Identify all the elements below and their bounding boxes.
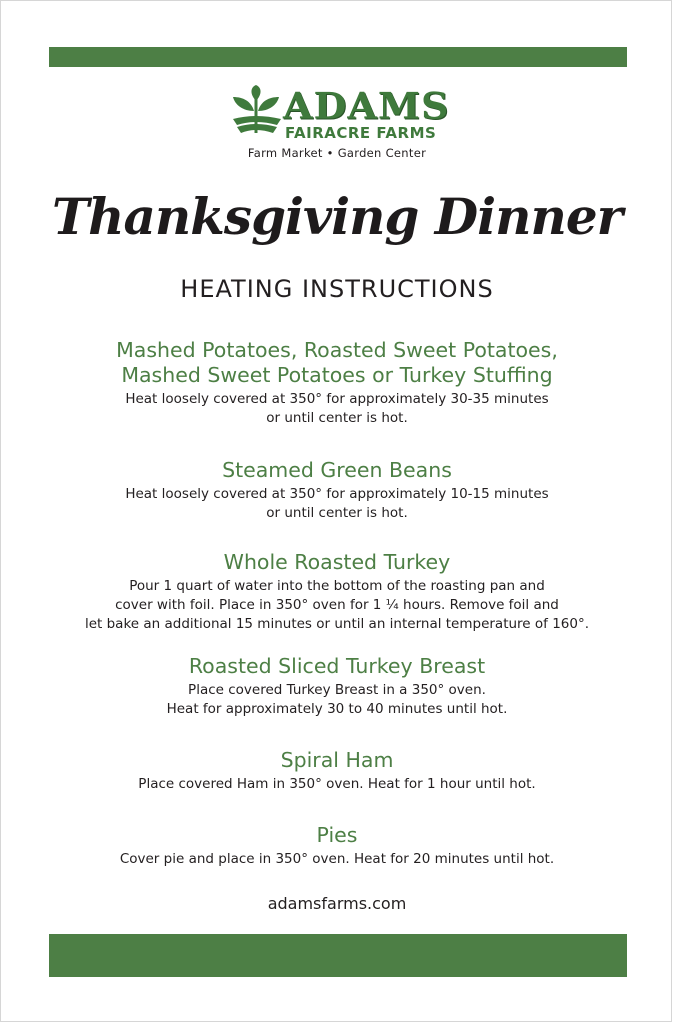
section-spiral-ham (1, 748, 673, 794)
section-title: Steamed Green Beans (222, 458, 452, 482)
logo-wordmark: ADAMS (283, 84, 450, 127)
section-text: Place covered Ham in 350° oven. Heat for 1 hour until hot. (138, 776, 536, 792)
website-link[interactable]: adamsfarms.com (267, 894, 407, 913)
section-text: Heat loosely covered at 350° for approximately 30-35 minutes or until center is hot. (125, 391, 549, 426)
section-title: Mashed Potatoes, Roasted Sweet Potatoes, Mashed Sweet Potatoes or Turkey Stuffing (116, 338, 558, 387)
section-turkey-breast (1, 654, 673, 719)
page-title: Thanksgiving Dinner (51, 187, 623, 246)
page-subtitle: HEATING INSTRUCTIONS (180, 275, 494, 303)
section-whole-turkey (1, 550, 673, 634)
section-text: Heat loosely covered at 350° for approximately 10-15 minutes or until center is hot. (125, 486, 549, 521)
section-green-beans (1, 458, 673, 523)
section-title: Roasted Sliced Turkey Breast (188, 654, 486, 678)
top-green-bar (49, 47, 627, 67)
section-pies (1, 823, 673, 869)
section-title: Spiral Ham (280, 748, 394, 772)
section-mashed-potatoes (1, 338, 673, 428)
logo-subtitle: FAIRACRE FARMS (285, 124, 437, 142)
section-text: Place covered Turkey Breast in a 350° oven. Heat for approximately 30 to 40 minutes until hot. (166, 682, 508, 717)
bottom-green-bar (49, 934, 627, 977)
logo (1, 85, 673, 165)
section-title: Pies (316, 823, 358, 847)
logo-tagline: Farm Market • Garden Center (247, 146, 427, 160)
section-text: Pour 1 quart of water into the bottom of the roasting pan and cover with foil. Place in 350° oven for 1 ¼ hours. Remove foil and let bake an additional 15 minutes or until an internal temperature of 160°. (84, 578, 590, 632)
plant-leaves-icon (229, 85, 285, 141)
section-text: Cover pie and place in 350° oven. Heat for 20 minutes until hot. (119, 851, 555, 867)
section-title: Whole Roasted Turkey (223, 550, 451, 574)
